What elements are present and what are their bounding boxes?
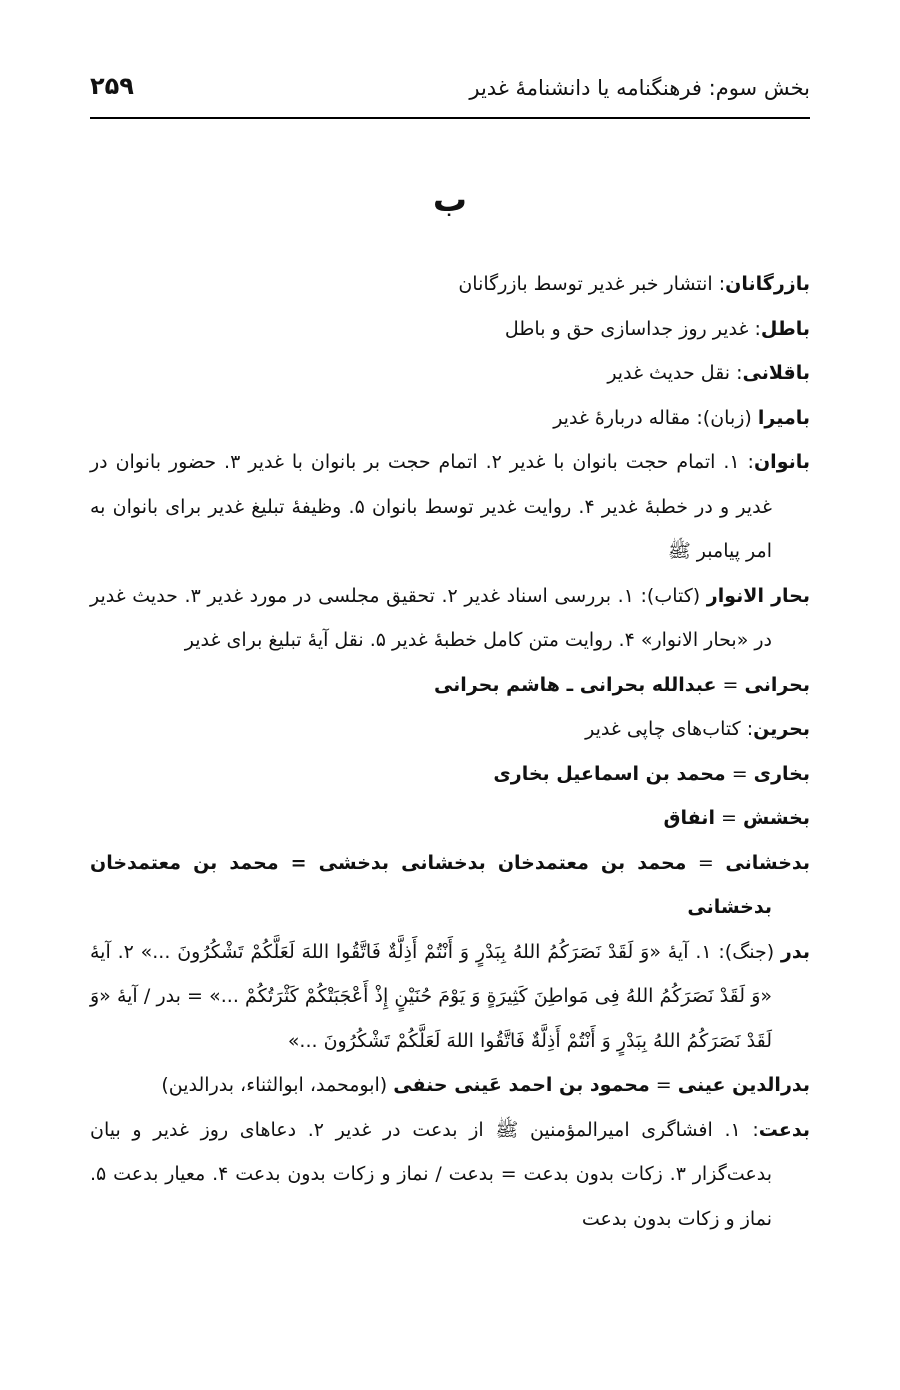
entry-text: ۱. آیهٔ «وَ لَقَدْ نَصَرَکُمُ اللهُ بِبَدْرٍ وَ أَنْتُمْ أَذِلَّةٌ فَاتَّقُوا اللهَ لَعَلَّکُمْ تَشْکُرُونَ ...» ۲. آیهٔ «وَ لَقَدْ نَصَرَکُمُ اللهُ فِی مَواطِنَ کَثِیرَةٍ وَ یَوْمَ حُنَیْنٍ إِذْ أَعْجَبَتْکُمْ کَثْرَتُکُمْ ...» = بدر / آیهٔ «وَ لَقَدْ نَصَرَکُمُ اللهُ بِبَدْرٍ وَ أَنْتُمْ أَذِلَّةٌ فَاتَّقُوا اللهَ لَعَلَّکُمْ تَشْکُرُونَ ...» xyxy=(90,940,772,1052)
entry-separator: : xyxy=(740,1118,759,1141)
entry-term: بدخشانی xyxy=(725,851,811,874)
entry-term: بخاری xyxy=(753,762,810,785)
entry-bukhari xyxy=(90,752,810,797)
entry-separator: : xyxy=(712,273,726,295)
entry-bedat xyxy=(90,1108,810,1242)
entry-term: بحرانی xyxy=(744,673,810,696)
entry-separator: = xyxy=(725,762,754,785)
entry-term: باقلانی xyxy=(742,362,810,384)
entry-bihar-al-anwar xyxy=(90,574,810,663)
page-number: ۲۵۹ xyxy=(90,72,134,100)
entry-baqelani xyxy=(90,351,810,396)
entry-separator: : xyxy=(739,451,754,473)
entry-text: انتشار خبر غدیر توسط بازرگانان xyxy=(458,273,713,295)
entry-banovan xyxy=(90,440,810,574)
entry-text: غدیر روز جداسازی حق و باطل xyxy=(504,317,749,340)
entry-cross-reference: محمد بن اسماعیل بخاری xyxy=(493,762,726,785)
header-title: بخش سوم: فرهنگنامه یا دانشنامهٔ غدیر xyxy=(469,76,810,100)
entry-badakhshani xyxy=(90,841,810,930)
entry-batel xyxy=(90,307,810,352)
entry-text: نقل حدیث غدیر xyxy=(607,362,731,384)
entry-separator: : xyxy=(740,718,754,740)
entry-separator: = xyxy=(649,1074,678,1096)
entry-term: بامیرا xyxy=(757,406,810,429)
running-header xyxy=(90,72,810,114)
entry-separator: = xyxy=(686,851,726,874)
entry-separator: (کتاب): xyxy=(633,584,707,607)
entry-term: بحرین xyxy=(753,718,810,740)
entry-separator: (جنگ): xyxy=(711,940,781,963)
entry-separator: = xyxy=(716,673,745,696)
entry-term: باطل xyxy=(760,317,810,340)
entry-text: (ابومحمد، ابوالثناء، بدرالدین) xyxy=(161,1074,394,1096)
entry-badr-al-din-aini xyxy=(90,1063,810,1108)
entry-text: ۱. بررسی اسناد غدیر ۲. تحقیق مجلسی در مورد غدیر ۳. حدیث غدیر در «بحار الانوار» ۴. روایت متن کامل خطبهٔ غدیر ۵. نقل آیهٔ تبلیغ برای غدیر xyxy=(90,584,772,651)
entry-term: بدر xyxy=(780,940,810,963)
section-letter: ب xyxy=(432,180,468,220)
entry-separator: : xyxy=(730,362,743,384)
entry-bahrain xyxy=(90,707,810,752)
entry-badr xyxy=(90,930,810,1064)
entry-list xyxy=(90,262,810,1241)
entry-term: بدعت xyxy=(758,1118,810,1141)
entry-text: ۱. اتمام حجت بانوان با غدیر ۲. اتمام حجت بر بانوان با غدیر ۳. حضور بانوان در غدیر و در خطبهٔ غدیر ۴. روایت غدیر توسط بانوان ۵. وظیفهٔ تبلیغ غدیر برای بانوان به امر پیامبر ﷺ xyxy=(90,451,772,562)
entry-text: کتاب‌های چاپی غدیر xyxy=(585,718,741,740)
entry-text: مقاله دربارهٔ غدیر xyxy=(553,406,691,429)
entry-bamira xyxy=(90,396,810,441)
entry-bazarganan xyxy=(90,262,810,307)
entry-cross-reference: انفاق xyxy=(663,807,715,829)
entry-bakhshesh xyxy=(90,796,810,841)
entry-term: بخشش xyxy=(742,807,810,829)
entry-term: بدرالدین عینی xyxy=(677,1074,810,1096)
entry-term: بحار الانوار xyxy=(706,584,811,607)
entry-text: ۱. افشاگری امیرالمؤمنین ﷺ از بدعت در غدیر ۲. دعاهای روز غدیر و بیان بدعت‌گزار ۳. زکات بدون بدعت = بدعت / نماز و زکات بدون بدعت ۴. معیار بدعت ۵. نماز و زکات بدون بدعت xyxy=(90,1118,772,1230)
entry-bahrani xyxy=(90,663,810,708)
header-rule xyxy=(90,117,810,119)
entry-cross-reference: محمد بن معتمدخان بدخشانی بدخشی = محمد بن معتمدخان بدخشانی xyxy=(90,851,772,918)
entry-cross-reference: عبدالله بحرانی ـ هاشم بحرانی xyxy=(433,673,717,696)
entry-separator: : xyxy=(748,317,761,340)
entry-term: بانوان xyxy=(753,451,811,473)
entry-cross-reference: محمود بن احمد عَینی حنفی xyxy=(393,1074,650,1096)
entry-term: بازرگانان xyxy=(725,273,810,295)
entry-separator: = xyxy=(714,807,743,829)
entry-separator: (زبان): xyxy=(690,406,758,429)
